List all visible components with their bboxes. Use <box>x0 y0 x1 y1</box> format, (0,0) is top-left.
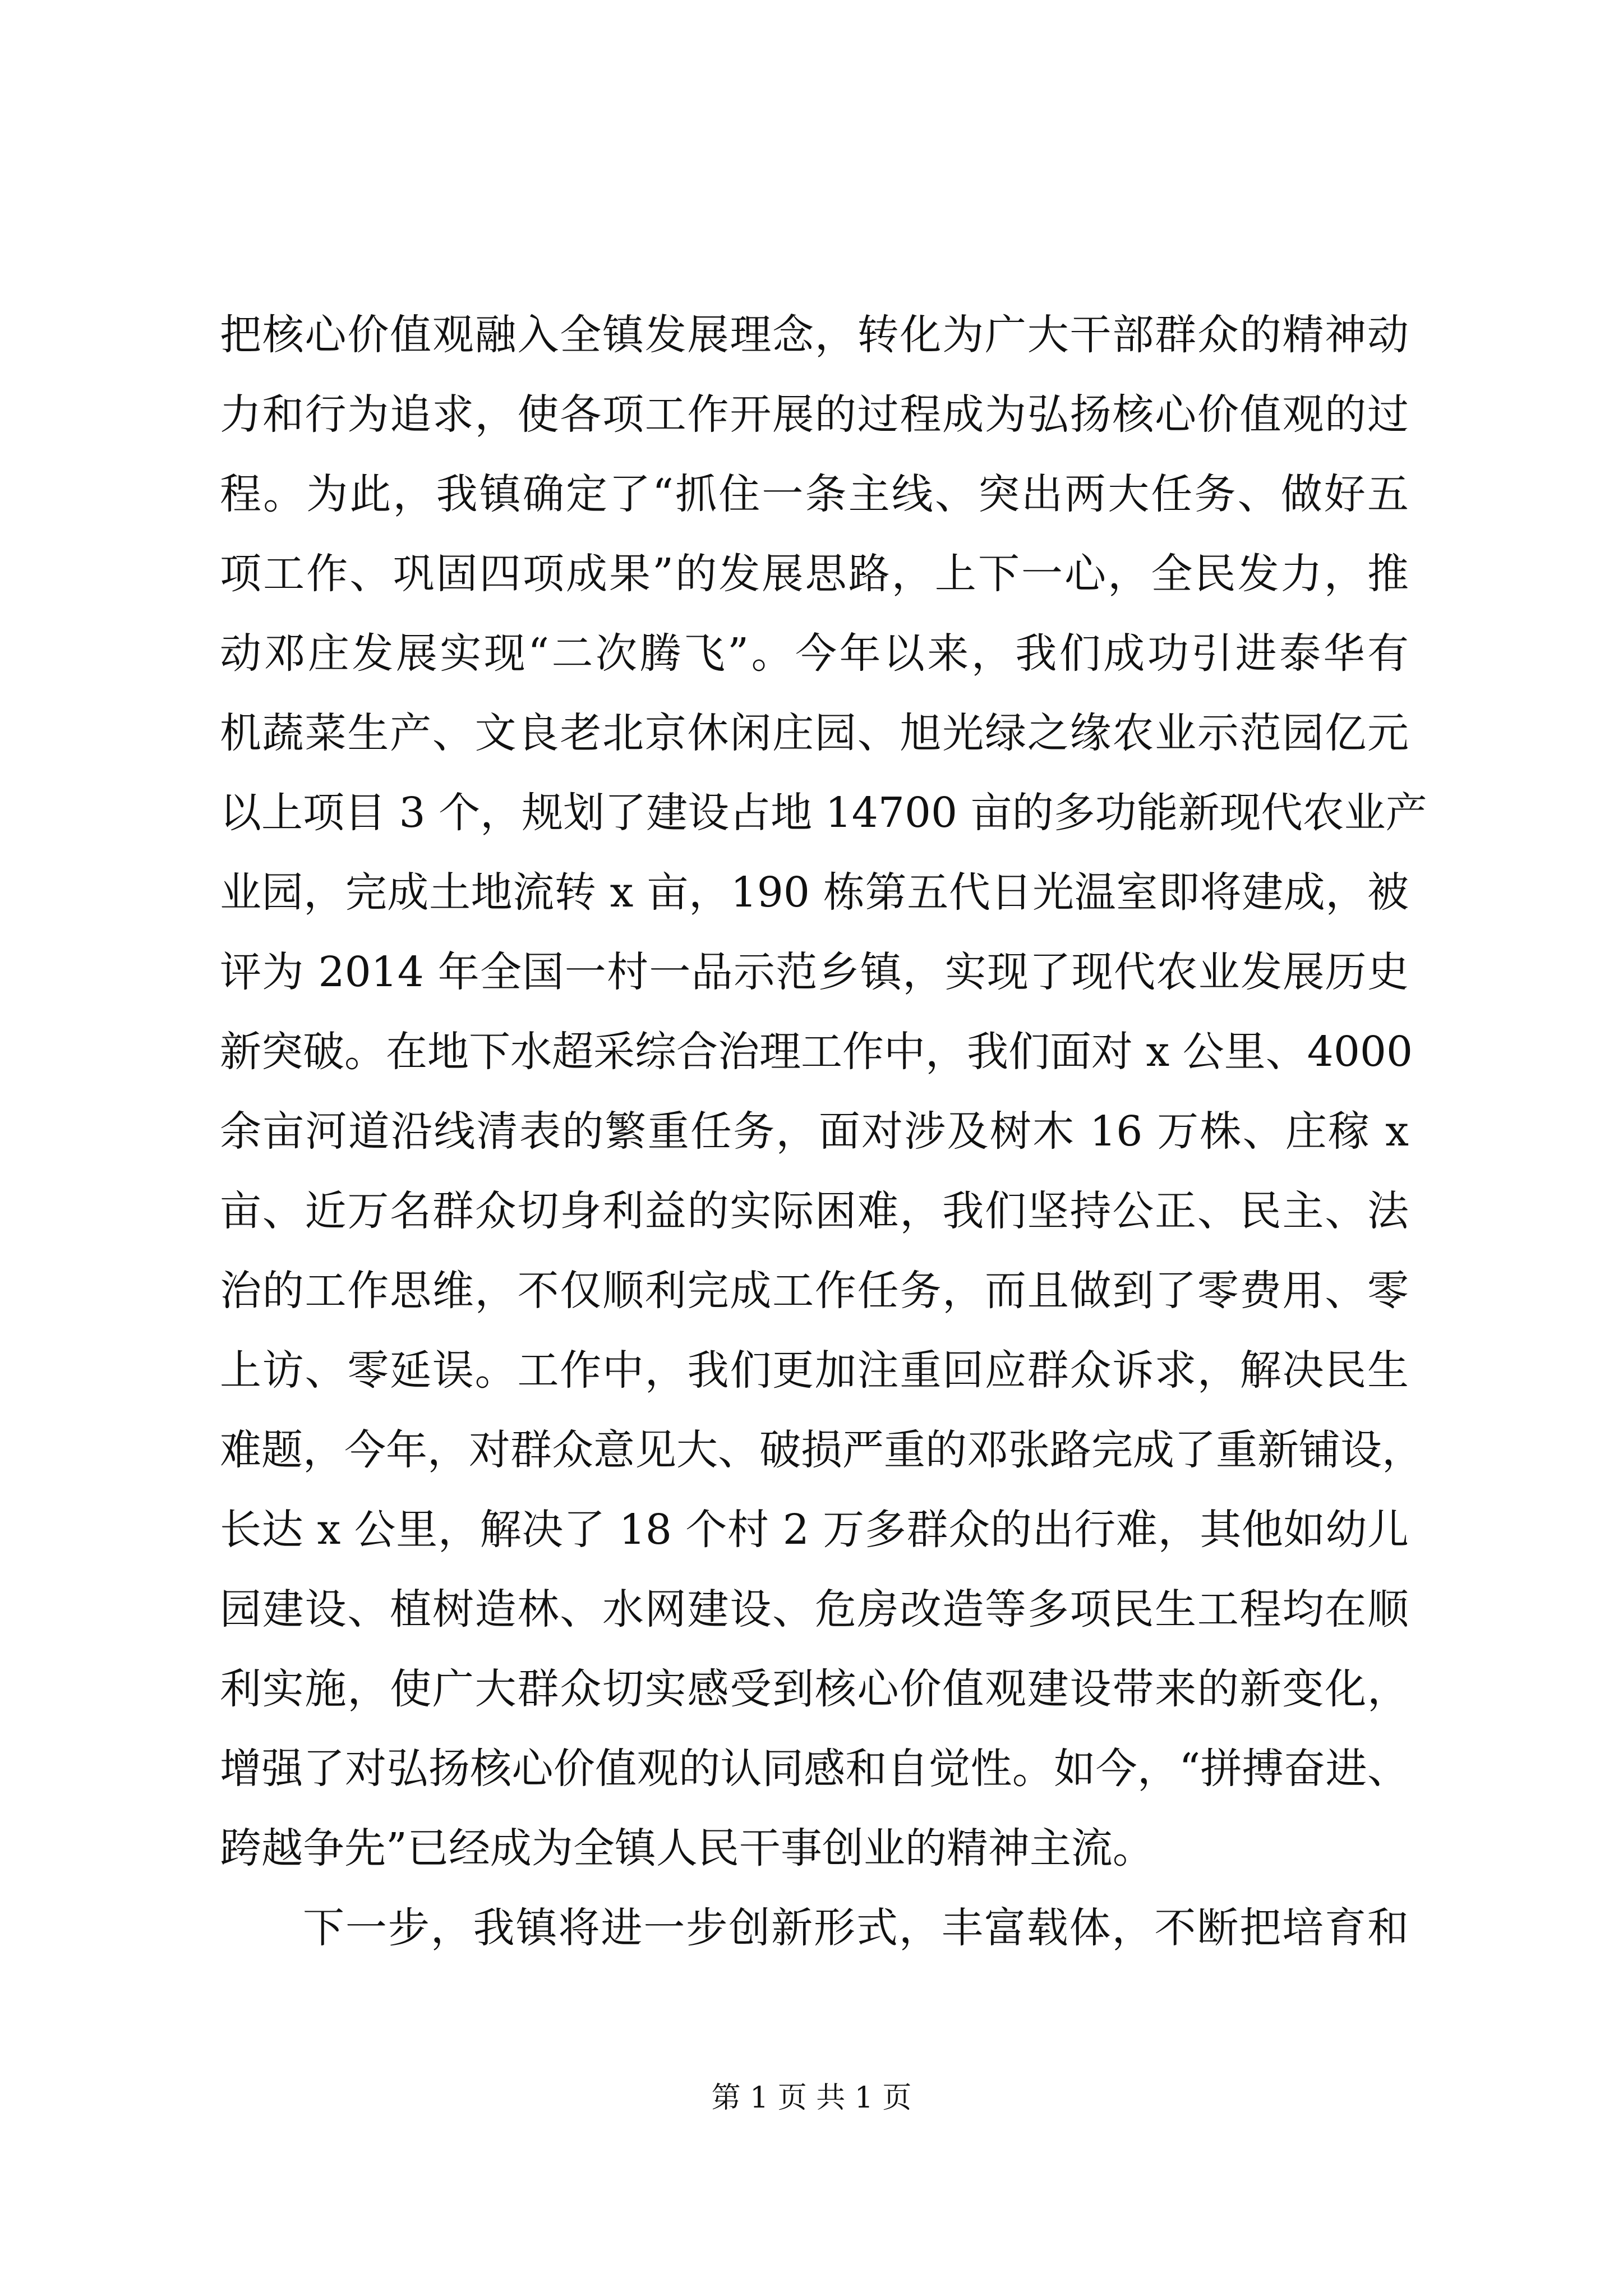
text-line: 治的工作思维，不仅顺利完成工作任务，而且做到了零费用、零 <box>220 1267 1409 1315</box>
text-line: 余亩河道沿线清表的繁重任务，面对涉及树木 16 万株、庄稼 x <box>220 1107 1409 1156</box>
text-line: 机蔬菜生产、文良老北京休闲庄园、旭光绿之缘农业示范园亿元 <box>220 709 1409 757</box>
text-line: 动邓庄发展实现“二次腾飞”。今年以来，我们成功引进泰华有 <box>220 629 1409 678</box>
text-line: 园建设、植树造林、水网建设、危房改造等多项民生工程均在顺 <box>220 1585 1409 1634</box>
text-line: 长达 x 公里，解决了 18 个村 2 万多群众的出行难，其他如幼儿 <box>220 1506 1409 1554</box>
text-line: 难题，今年，对群众意见大、破损严重的邓张路完成了重新铺设， <box>220 1426 1423 1474</box>
text-line: 业园，完成土地流转 x 亩，190 栋第五代日光温室即将建成，被 <box>220 868 1409 917</box>
text-line: 亩、近万名群众切身利益的实际困难，我们坚持公正、民主、法 <box>220 1187 1409 1235</box>
text-line: 增强了对弘扬核心价值观的认同感和自觉性。如今，“拼搏奋进、 <box>220 1745 1409 1793</box>
text-line: 上访、零延误。工作中，我们更加注重回应群众诉求，解决民生 <box>220 1346 1409 1395</box>
text-line: 新突破。在地下水超采综合治理工作中，我们面对 x 公里、4000 <box>220 1028 1413 1076</box>
text-line: 程。为此，我镇确定了“抓住一条主线、突出两大任务、做好五 <box>220 470 1409 518</box>
text-line: 项工作、巩固四项成果”的发展思路，上下一心，全民发力，推 <box>220 550 1409 598</box>
text-line: 力和行为追求，使各项工作开展的过程成为弘扬核心价值观的过 <box>220 390 1409 439</box>
text-line: 评为 2014 年全国一村一品示范乡镇，实现了现代农业发展历史 <box>220 948 1409 996</box>
text-line: 把核心价值观融入全镇发展理念，转化为广大干部群众的精神动 <box>220 311 1409 359</box>
paragraph-first-line: 下一步，我镇将进一步创新形式，丰富载体，不断把培育和 <box>303 1904 1409 1952</box>
page-footer: 第 1 页 共 1 页 <box>711 2081 912 2115</box>
body-text <box>220 295 1427 1968</box>
text-line: 以上项目 3 个，规划了建设占地 14700 亩的多功能新现代农业产 <box>220 789 1427 837</box>
text-line: 利实施，使广大群众切实感受到核心价值观建设带来的新变化， <box>220 1665 1409 1713</box>
text-line: 跨越争先”已经成为全镇人民干事创业的精神主流。 <box>220 1824 1154 1872</box>
